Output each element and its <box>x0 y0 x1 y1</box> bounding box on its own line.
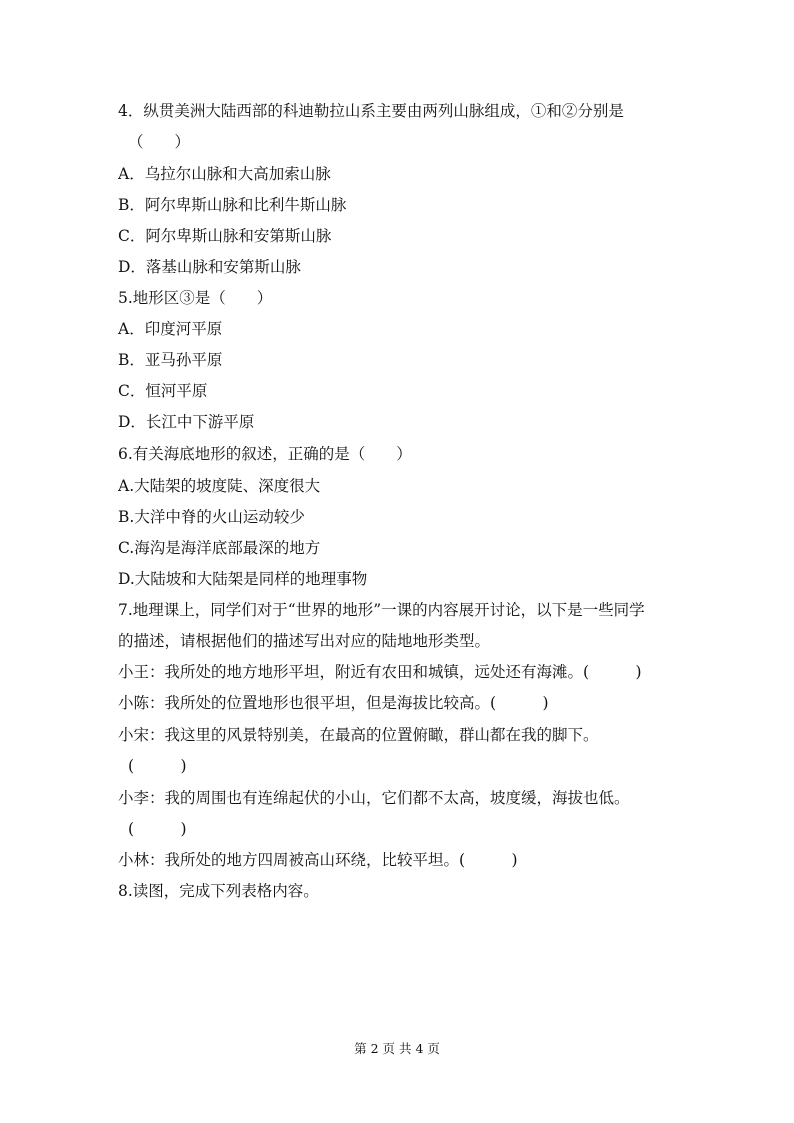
q5-option-a: A．印度河平原 <box>118 320 223 338</box>
q7-li: 小李：我的周围也有连绵起伏的小山，它们都不太高，坡度缓，海拔也低。 <box>118 789 630 807</box>
q4-option-b: B．阿尔卑斯山脉和比利牛斯山脉 <box>118 196 347 214</box>
q6-option-d: D.大陆坡和大陆架是同样的地理事物 <box>118 570 368 588</box>
q4-answer-paren: （ ） <box>128 133 191 151</box>
q4-stem: 4．纵贯美洲大陆西部的科迪勒拉山系主要由两列山脉组成，①和②分别是 <box>118 102 624 120</box>
q6-stem: 6.有关海底地形的叙述，正确的是（ ） <box>118 445 412 463</box>
q5-option-c: C．恒河平原 <box>118 382 208 400</box>
q4-option-a: A．乌拉尔山脉和大高加索山脉 <box>118 165 331 183</box>
q6-option-c: C.海沟是海洋底部最深的地方 <box>118 539 321 557</box>
q4-option-d: D．落基山脉和安第斯山脉 <box>118 258 301 276</box>
q7-song-paren: ( ) <box>128 757 187 775</box>
q7-song: 小宋：我这里的风景特别美，在最高的位置俯瞰，群山都在我的脚下。 <box>118 726 599 744</box>
q6-option-a: A.大陆架的坡度陡、深度很大 <box>118 477 321 495</box>
q7-wang: 小王：我所处的地方地形平坦，附近有农田和城镇，远处还有海滩。( ) <box>118 663 642 681</box>
q5-stem: 5.地形区③是（ ） <box>118 289 273 307</box>
q5-option-d: D．长江中下游平原 <box>118 413 255 431</box>
page-footer: 第 2 页 共 4 页 <box>354 1041 440 1056</box>
q4-option-c: C．阿尔卑斯山脉和安第斯山脉 <box>118 227 332 245</box>
q6-option-b: B.大洋中脊的火山运动较少 <box>118 508 305 526</box>
q7-lin: 小林：我所处的地方四周被高山环绕，比较平坦。( ) <box>118 851 518 869</box>
q7-stem-line1: 7.地理课上，同学们对于“世界的地形”一课的内容展开讨论，以下是一些同学 <box>118 601 645 619</box>
q7-stem-line2: 的描述，请根据他们的描述写出对应的陆地地形类型。 <box>118 632 491 650</box>
q8-stem: 8.读图，完成下列表格内容。 <box>118 882 319 900</box>
q7-li-paren: ( ) <box>128 820 187 838</box>
q7-chen: 小陈：我所处的位置地形也很平坦，但是海拔比较高。( ) <box>118 694 549 712</box>
q5-option-b: B．亚马孙平原 <box>118 351 223 369</box>
